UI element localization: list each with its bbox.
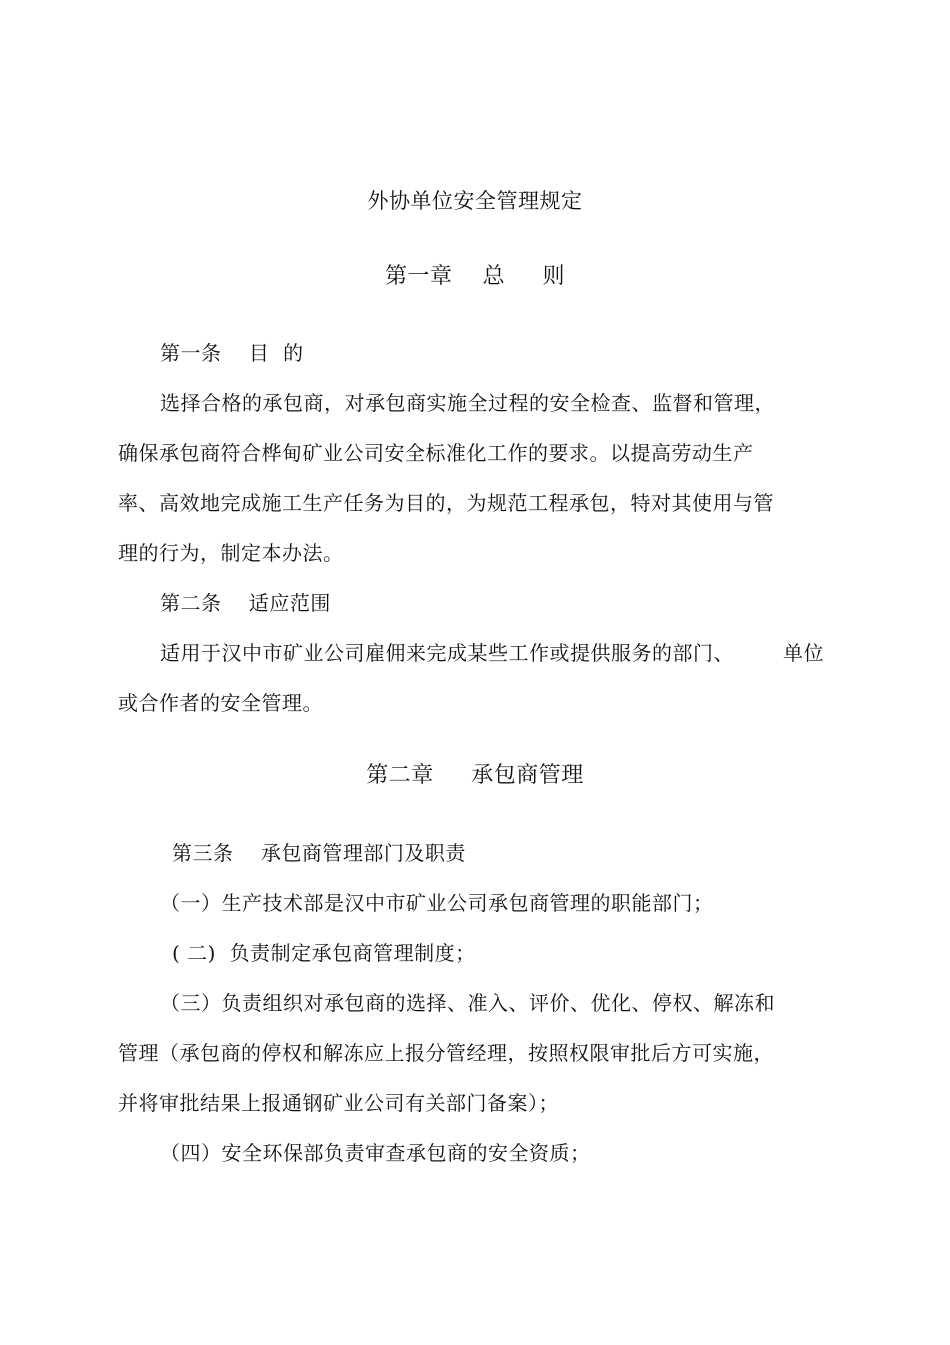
article-3-item-4: （四）安全环保部负责审查承包商的安全资质； (160, 1141, 591, 1165)
article-1-line-2: 确保承包商符合桦甸矿业公司安全标准化工作的要求。以提高劳动生产 (118, 441, 754, 465)
article-2-line-2: 或合作者的安全管理。 (118, 691, 323, 715)
article-1-heading: 第一条 目 的 (160, 341, 304, 365)
chapter-2-heading: 第二章 承包商管理 (366, 763, 584, 788)
document-title: 外协单位安全管理规定 (367, 189, 583, 213)
article-3-item-3-line-2: 管理（承包商的停权和解冻应上报分管经理，按照权限审批后方可实施， (118, 1041, 774, 1065)
article-2-heading: 第二条 适应范围 (160, 591, 331, 615)
article-3-heading: 第三条 承包商管理部门及职责 (172, 841, 466, 865)
article-3-item-3-line-1: （三）负责组织对承包商的选择、准入、评价、优化、停权、解冻和 (160, 991, 775, 1015)
article-1-line-3: 率、高效地完成施工生产任务为目的，为规范工程承包，特对其使用与管 (118, 491, 774, 515)
article-2-line-1-tail: 单位 (783, 641, 824, 665)
chapter-1-heading: 第一章 总 则 (385, 264, 565, 289)
article-1-line-4: 理的行为，制定本办法。 (118, 541, 344, 565)
article-3-item-1: （一）生产技术部是汉中市矿业公司承包商管理的职能部门； (160, 891, 714, 915)
article-3-item-3-line-3: 并将审批结果上报通钢矿业公司有关部门备案）； (118, 1091, 559, 1115)
article-2-line-1: 适用于汉中市矿业公司雇佣来完成某些工作或提供服务的部门、 (160, 641, 734, 665)
article-1-line-1: 选择合格的承包商，对承包商实施全过程的安全检查、监督和管理， (160, 391, 775, 415)
article-3-item-2: ( 二) 负责制定承包商管理制度； (172, 941, 476, 965)
